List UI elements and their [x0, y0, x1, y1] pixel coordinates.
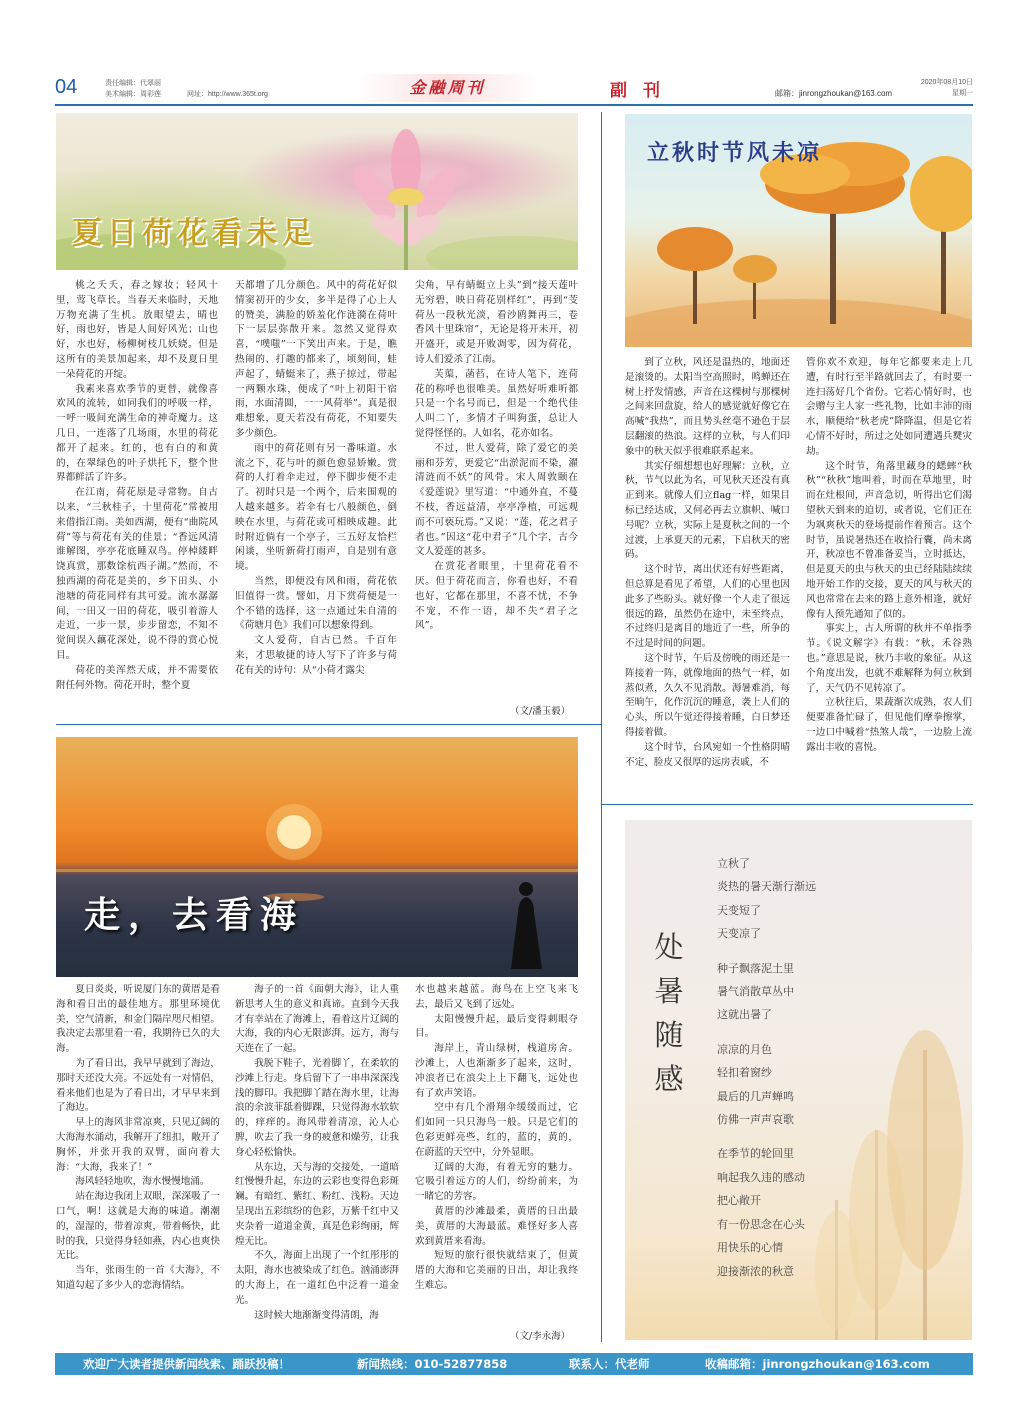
paragraph: 海子的一首《面朝大海》，让人重新思考人生的意义和真谛。直到今天我才有幸站在了海滩上，看着这片辽阔的大海，我的内心无限澎湃。远方，海与天连在了一起。 — [235, 984, 399, 1055]
sunset-illustration — [56, 737, 578, 977]
poem-line: 用快乐的心情 — [717, 1241, 783, 1255]
sea-col-3 — [415, 983, 578, 1294]
paragraph: 黄厝的沙滩最柔，黄厝的日出最美，黄厝的大海最蓝。难怪好多人喜欢到黄厝来看海。 — [415, 1205, 578, 1247]
paragraph: 荷花的美浑然天成，并不需要依附任何外物。荷花开时，整个夏 — [56, 664, 218, 691]
poem-line: 在季节的轮回里 — [717, 1147, 794, 1161]
sea-article-title: 走，去看海 — [84, 894, 305, 936]
footer-contact: 联系人：代老师 — [569, 1357, 650, 1371]
poem-line: 有一份思念在心头 — [717, 1217, 805, 1231]
poem-line: 迎接渐浓的秋意 — [717, 1264, 794, 1278]
paragraph: 这时候大地渐渐变得清朗，海 — [254, 1309, 379, 1321]
date: 2020年08月10日 — [920, 79, 973, 86]
section-name: 副刊 — [610, 81, 676, 101]
footer-hotline: 新闻热线：010-52877858 — [357, 1357, 508, 1371]
poem-line: 凉凉的月色 — [717, 1042, 772, 1056]
paragraph: 其实仔细想想也好理解：立秋，立秋，节气以此为名，可见秋天还没有真正到来。就像人们立flag一样，如果目标已经达成，又何必再去立旗帜、喊口号呢？立秋，实际上是夏秋之间的一个过渡，上承夏天的元素，下启秋天的密码。 — [625, 460, 790, 561]
poem-title-char: 暑 — [654, 974, 684, 1008]
paragraph: 立秋往后，果蔬渐次成熟，农人们便要准备忙碌了，但见他们摩拳擦掌，一边口中喊着“热煞人哉”，一边脸上流露出丰收的喜悦。 — [806, 697, 972, 753]
paragraph: 这个时节，角落里藏身的蟋蟀“秋秋”“秋秋”地叫着，时而在草地里，时而在灶根间，声音急切，听得出它们渴望秋天到来的迫切，或者说，它们正在为飒爽秋天的登场提前作着预言。这个时节，虽说暑热还在收拾行囊，尚未离开，秋凉也不曾准备妥当，立时抵达，但是夏天的虫与秋天的虫已经陆陆续续地开始工作的交接，夏天的风与秋天的风也常常在去来的路上意外相逢，就好像有人预先通知了似的。 — [806, 460, 972, 620]
autumn-col-1 — [625, 356, 790, 770]
art-editor: 美术编辑：周彩莲 — [105, 91, 161, 98]
paragraph: 海风轻轻地吹，海水慢慢地涌。 — [75, 1176, 210, 1188]
weekday: 星期一 — [952, 90, 973, 97]
sea-col-2 — [235, 983, 399, 1323]
editor-credits — [105, 78, 161, 100]
poem-body — [717, 852, 816, 1283]
poem-title — [651, 925, 687, 1101]
paragraph: 辽阔的大海，有着无穷的魅力。它吸引着远方的人们，纷纷前来，为一睹它的芳容。 — [415, 1161, 578, 1203]
poem-line: 把心敞开 — [717, 1194, 761, 1208]
paragraph: 文人爱荷，自古已然。千百年来，才思敏捷的诗人写下了许多与荷花有关的诗句：从“小荷才露尖 — [235, 635, 397, 676]
autumn-article-title: 立秋时节风未凉 — [647, 140, 823, 166]
header-email[interactable]: 邮箱：jinrongzhoukan@163.com — [775, 89, 893, 98]
poem-box — [625, 820, 972, 1340]
column-divider — [601, 112, 602, 1342]
paragraph: 不过，世人爱荷，除了爱它的美丽和芬芳，更爱它“出淤泥而不染，濯清涟而不妖”的风骨。宋人周敦颐在《爱莲说》里写道：“中通外直，不蔓不枝，香远益清，亭亭净植，可远观而不可亵玩焉。”又说：“莲，花之君子者也。”因这“花中君子”几个字，古今文人爱莲的甚多。 — [415, 442, 578, 558]
lotus-image — [56, 113, 578, 270]
autumn-col-2 — [806, 356, 972, 756]
paragraph: 短短的旅行很快就结束了，但黄厝的大海和它美丽的日出，却让我终生难忘。 — [415, 1250, 578, 1291]
lotus-col-3 — [415, 279, 578, 634]
paragraph: 这个时节，台风宛如一个性格阴晴不定、脸皮又很厚的远房表戚，不 — [625, 741, 790, 768]
poem-line: 最后的几声蝉鸣 — [717, 1089, 794, 1103]
sea-sunset-image — [56, 737, 578, 977]
footer-welcome: 欢迎广大读者提供新闻线索、踊跃投稿！ — [83, 1357, 290, 1371]
page-number: 04 — [55, 76, 78, 98]
page-header — [55, 74, 973, 106]
paragraph: 雨中的荷花则有另一番味道。水流之下，花与叶的颜色愈显娇嫩。赏荷的人打着伞走过，停下脚步便不走了。初时只是一个两个，后来围观的人越来越多。若伞有七八般颜色，倒映在水里，与荷花或可相映成趣。此时附近倘有一个亭子，三五好友恰栏闲谈，坐听新荷打雨声，自是别有意境。 — [235, 442, 397, 573]
paragraph: 我素来喜欢季节的更替，就像喜欢风的流转，如同我们的呼吸一样，一呼一吸间充满生命的神奇魔力。这几日，一连落了几场雨，水里的荷花都开了起来。红的，也有白的和黄的，在翠绿色的叶子烘托下，整个世界都鲜活了许多。 — [56, 383, 218, 484]
autumn-trees-image — [625, 114, 972, 347]
paragraph: 到了立秋，风还是温热的，地面还是滚烫的。太阳当空高照时，鸣蝉还在树上抒发情感，声音在这棵树与那棵树之间来回盘旋，给人的感觉就好像它在高喊“我热”，而且势头丝毫不逊色于层层翻滚的热浪。这样的立秋，与人们印象中的秋天似乎很难联系起来。 — [625, 357, 790, 457]
poem-line: 天变短了 — [717, 903, 761, 917]
paragraph: 水也越来越蓝。海鸟在上空飞来飞去，最后又飞到了远处。 — [415, 984, 578, 1010]
paragraph: 尖角，早有蜻蜓立上头”到“接天莲叶无穷碧，映日荷花别样红”，再到“芰荷丛一段秋光淡，看沙鸥舞再三，卷香风十里珠帘”，无论是将开未开，初开盛开，或是开败凋零，因为荷花，诗人们爱杀了江南。 — [415, 280, 578, 365]
paragraph: 站在海边我闭上双眼，深深吸了一口气，啊！这就是大海的味道。潮潮的，湿湿的，带着凉爽，带着畅快，此时的我，只觉得身轻如燕，内心也爽快无比。 — [56, 1191, 220, 1262]
paragraph: 事实上，古人所谓的秋并不单指季节。《说文解字》有载：“秋，禾谷熟也。”意思是说，秋乃丰收的象征。从这个角度出发，也就不难解释为何立秋到了，天气仍不见转凉了。 — [806, 623, 972, 694]
sea-byline: （文/李永海） — [510, 1331, 571, 1342]
editor: 责任编辑：代翠丽 — [105, 80, 161, 87]
poem-line: 炎热的暑天渐行渐远 — [717, 880, 816, 894]
section-divider — [56, 724, 601, 725]
paragraph: 当年，张雨生的一首《大海》，不知道勾起了多少人的恋海情结。 — [56, 1265, 220, 1291]
poem-line: 轻扣着窗纱 — [717, 1066, 772, 1080]
paper-name: 金融周刊 — [355, 74, 540, 102]
poem-title-char: 感 — [654, 1062, 684, 1096]
paragraph: 当然，即便没有风和雨，荷花依旧值得一赏。譬如，月下赏荷便是一个不错的选择，这一点通过朱自清的《荷塘月色》我们可以想象得到。 — [235, 575, 397, 632]
paragraph: 在江南，荷花原是寻常物。自古以来，“三秋桂子，十里荷花”常被用来借指江南。美如西湖，便有“曲院风荷”等与荷花有关的佳景；“香远风清谁解图，亭亭花底睡双鸟。停棹緌畔饶真赏，那数馀杭西子湖。”然而，不独西湖的荷花是美的，乡下田头、小池塘的荷花同样有其可爱。流水潺潺间，一田又一田的荷花，吸引着游人走近，一步一景，步步留恋，不知不觉间误入藕花深处，说不得的赏心悦目。 — [56, 487, 218, 661]
sea-col-1 — [56, 983, 220, 1294]
paragraph: 这个时节，离出伏还有好些距离，但总算是看见了希望，人们的心里也因此多了些盼头。就好像一个人走了很远很远的路，虽然仍在途中，未至终点，不过终归是离目的地近了一些，所争的不过是时间的问题。 — [625, 564, 790, 650]
paragraph: 夏日炎炎，听说厦门东的黄厝是看海和看日出的最佳地方。那里环境优美，空气清新，和金门隔岸咫尺相望。我决定去那里看一看，我期待已久的大海。 — [56, 984, 220, 1055]
section-divider — [601, 804, 973, 805]
poem-line: 这就出暑了 — [717, 1008, 772, 1022]
lotus-article-title: 夏日荷花看未足 — [72, 216, 317, 251]
paragraph: 天都增了几分颜色。风中的荷花好似情窦初开的少女，多半是得了心上人的赞美，满脸的娇羞化作涟漪在荷叶下一层层弥散开来。忽然又觉得欢喜，“噗嗤”一下笑出声来。于是，瞧热闹的、打趣的都来了，顷刻间，蛙声起了，蜻蜓来了，燕子掠过，带起一两颗水珠，便成了“叶上初阳干宿雨，水面清圆，一一风荷举”。真是很难想象，夏天若没有荷花，不知要失多少颜色。 — [235, 280, 397, 439]
poem-line: 仿佛一声声哀歌 — [717, 1113, 794, 1127]
paragraph: 芙蕖，菡萏，在诗人笔下，连荷花的称呼也很唯美。虽然好听难听都只是一个名号而已，但是一个绝代佳人叫二丫，多情才子叫狗蛋，总让人觉得怪怪的。人如名，花亦如名。 — [415, 368, 578, 439]
paragraph: 从东边，天与海的交接处，一道暗红慢慢升起，东边的云彩也变得色彩斑斓。有暗红、紫红、粉红、浅粉。天边呈现出五彩缤纷的色彩，万紫千红中又夹杂着一道道金黄，真是色彩绚丽，辉煌无比。 — [235, 1161, 399, 1247]
poem-line: 响起我久违的感动 — [717, 1170, 805, 1184]
poem-line: 立秋了 — [717, 857, 750, 870]
lotus-byline: （文/潘玉毅） — [510, 706, 571, 717]
poem-line: 天变凉了 — [717, 927, 761, 941]
poem-line: 暑气消散草丛中 — [717, 985, 794, 999]
paragraph: 海岸上，青山绿树，栈道房舍。沙滩上，人也渐渐多了起来，这时，冲浪者已在浪尖上上下翻飞，远处也有了欢声笑语。 — [415, 1043, 578, 1099]
lotus-col-2 — [235, 279, 397, 679]
lotus-col-1 — [56, 279, 218, 693]
paragraph: 太阳慢慢升起，最后变得刺眼夺目。 — [415, 1013, 578, 1040]
poem-title-char: 随 — [654, 1018, 684, 1052]
issue-date — [921, 77, 973, 99]
footer-bar — [55, 1353, 973, 1375]
paragraph: 空中有几个滑翔伞缓缓而过，它们如同一只只海鸟一般。只是它们的色彩更鲜亮些，红的，蓝的，黄的，在蔚蓝的天空中，分外显眼。 — [415, 1102, 578, 1158]
paragraph: 这个时节，午后及傍晚的雨还是一阵接着一阵，就像地面的热气一样，如蒸似煮，久久不见消散。溽暑难消，每至晌午，化作沉沉的睡意，袭上人们的心头，所以午觉还得接着睡，白日梦还得接着做。 — [625, 652, 790, 738]
poem-title-char: 处 — [654, 930, 684, 964]
paragraph: 我脱下鞋子，光着脚丫，在柔软的沙滩上行走。身后留下了一串串深深浅浅的脚印。我把脚丫踏在海水里，让海浪的余波菲舐着脚踝，只觉得海水软软的，痒痒的。海风带着清凉，沁人心脾，吹去了我一身的疲惫和燥劳，让我身心轻松愉快。 — [235, 1057, 399, 1158]
footer-email[interactable]: 收稿邮箱：jinrongzhoukan@163.com — [705, 1357, 930, 1371]
paragraph: 早上的海风非常凉爽，只见辽阔的大海海水涌动，我解开了纽扣，敞开了胸怀，并张开我的双臂，面向着大海：“大海，我来了！” — [56, 1117, 220, 1173]
poem-line: 种子飘落泥土里 — [717, 961, 794, 975]
paragraph: 不久，海面上出现了一个红彤彤的太阳，海水也被染成了红色。汹涌澎湃的大海上，在一道红色中泛着一道金光。 — [235, 1250, 399, 1306]
paragraph: 管你欢不欢迎，每年它都要来走上几遭，有时行至半路就回去了，有时要一连扫荡好几个省份。它若心情好时，也会赠与主人家一些礼物，比如丰沛的雨水，顺便给“秋老虎”降降温，但是它若心情不好时，所过之处如同遭遇兵燹灾劫。 — [806, 357, 972, 457]
website-link[interactable]: 网址：http://www.365t.org — [187, 91, 268, 98]
paragraph: 在赏花者眼里，十里荷花看不厌。但于荷花而言，你看也好，不看也好，它都在那里，不喜不忧，不争不宠，不作一语，却不失“君子之风”。 — [415, 561, 578, 632]
paragraph: 为了看日出，我早早就到了海边，那时天还没大亮。不远处有一对情侣，看来他们也是为了看日出，才早早来到了海边。 — [56, 1057, 220, 1114]
paragraph: 桃之夭夭，春之嫁妆；轻风十里，莺飞草长。当春天来临时，天地万物充满了生机。放眼望去，晴也好，雨也好，皆是人间好风光；山也好，水也好，杨柳树枝几妖娆。但是这所有的美景加起来，却不及夏日里一朵荷花的开绽。 — [56, 280, 218, 380]
